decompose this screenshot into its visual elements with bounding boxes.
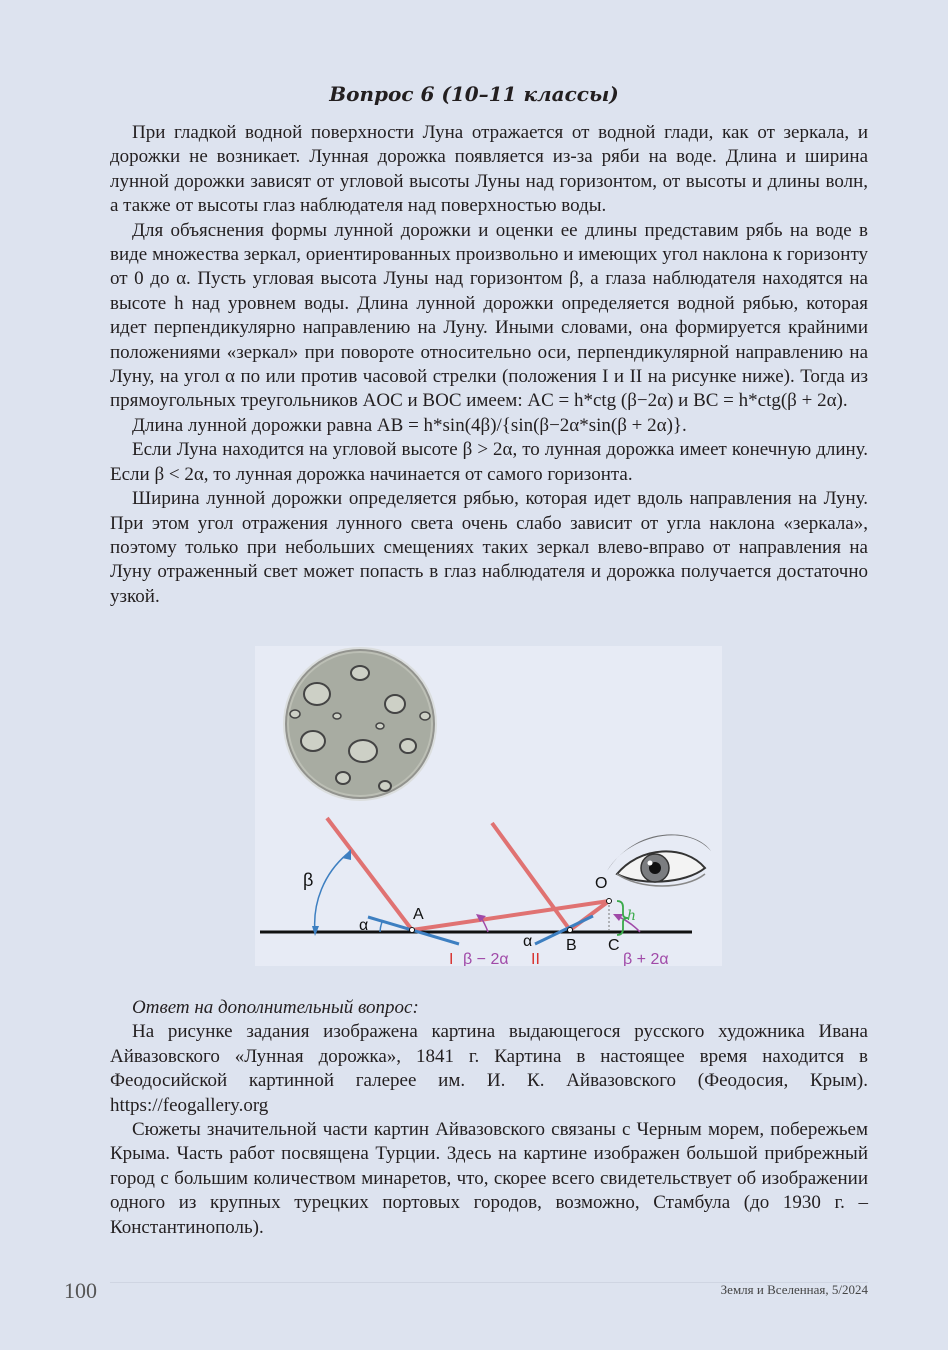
- label-angle-plus: β + 2α: [623, 951, 669, 966]
- solution-text: [110, 121, 868, 609]
- paragraph: Сюжеты значительной части картин Айвазовского связаны с Черным морем, побережьем Крыма. Часть работ посвящена Турции. Здесь на картине изображен большой прибрежный город с большим количеством минаретов, что, скорее всего свидетельствует об изображении одного из крупных турецких портовых городов, возможно, Стамбула (до 1930 г. – Константинополь).: [110, 1119, 868, 1238]
- label-point-o: O: [595, 875, 608, 892]
- label-angle-minus: β − 2α: [463, 951, 509, 966]
- journal-name: Земля и Вселенная, 5/2024: [720, 1282, 868, 1297]
- label-position-2: II: [531, 951, 540, 966]
- label-point-c: C: [608, 937, 620, 954]
- page-title: Вопрос 6 (10–11 классы): [329, 82, 619, 106]
- answer-heading: Ответ на дополнительный вопрос:: [132, 997, 419, 1018]
- moon-illustration: [286, 650, 434, 798]
- paragraph: Если Луна находится на угловой высоте β > 2α, то лунная дорожка имеет конечную длину. Если β < 2α, то лунная дорожка начинается от самого горизонта.: [110, 439, 868, 485]
- moon-path-diagram: [255, 646, 722, 966]
- label-height: h: [627, 908, 637, 924]
- answer-section: [110, 996, 868, 1240]
- paragraph: Для объяснения формы лунной дорожки и оценки ее длины представим рябь на воде в виде множества зеркал, ориентированных произвольно и имеющих угол наклона к горизонту от 0 до α. Пусть угловая высота Луны над горизонтом β, а глаза наблюдателя находятся на высоте h над уровнем воды. Длина лунной дорожки определяется водной рябью, которая идет перпендикулярно направлению на Луну. Иными словами, она формируется крайними положениями «зеркал» при повороте относительно оси, перпендикулярной направлению на Луну, на угол α по или против часовой стрелки (положения I и II на рисунке ниже). Тогда из прямоугольных треугольников AOC и BOC имеем: AC = h*ctg (β−2α) и BC = h*ctg(β + 2α).: [110, 219, 868, 412]
- paragraph: При гладкой водной поверхности Луна отражается от водной глади, как от зеркала, и дорожки не возникает. Лунная дорожка появляется из-за ряби на воде. Длина и ширина лунной дорожки зависят от угловой высоты Луны над горизонтом, от высоты и длины волн, а также от высоты глаз наблюдателя над поверхностью воды.: [110, 122, 868, 217]
- label-position-1: I: [449, 951, 454, 966]
- page-number: 100: [64, 1278, 97, 1303]
- label-alpha-1: α: [359, 917, 369, 934]
- label-alpha-2: α: [523, 933, 533, 950]
- label-beta: β: [303, 870, 314, 890]
- paragraph: На рисунке задания изображена картина выдающегося русского художника Ивана Айвазовского «Лунная дорожка», 1841 г. Картина в настоящее время находится в Феодосийской картинной галерее им. И. К. Айвазовского (Феодосия, Крым). https://feogallery.org: [110, 1021, 868, 1116]
- label-point-a: A: [413, 906, 424, 923]
- paragraph: Длина лунной дорожки равна AB = h*sin(4β)/{sin(β−2α*sin(β + 2α)}.: [132, 414, 687, 436]
- paragraph: Ширина лунной дорожки определяется рябью, которая идет вдоль направления на Луну. При этом угол отражения лунного света очень слабо зависит от угла наклона «зеркала», поэтому только при небольших смещениях таких зеркал влево-вправо от направления на Луну отраженный свет может попасть в глаз наблюдателя и дорожка получается достаточно узкой.: [110, 488, 868, 607]
- label-point-b: B: [566, 937, 577, 954]
